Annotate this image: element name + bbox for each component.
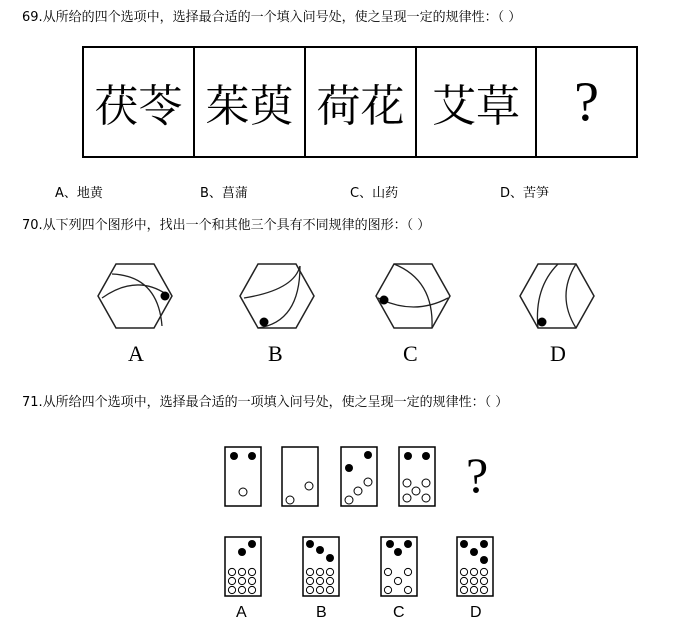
question-70-text: 70.从下列四个图形中，找出一个和其他三个具有不同规律的图形：（ ） (22, 218, 431, 233)
figure-label-b: B (268, 341, 283, 366)
hexagon-figure-c (374, 258, 454, 338)
sequence-cell-1: 茯苓 (84, 48, 195, 156)
option-card-a (224, 536, 264, 598)
option-c: C、山药 (350, 186, 399, 201)
hexagon-figure-d (518, 258, 598, 338)
option-b: B、菖蒲 (200, 186, 248, 201)
sequence-card-1 (224, 446, 264, 508)
option-label-a: A (236, 604, 247, 621)
option-a: A、地黄 (55, 186, 103, 201)
option-label-d: D (470, 604, 482, 621)
sequence-cell-3: 荷花 (306, 48, 417, 156)
sequence-card-4 (398, 446, 438, 508)
hexagon-figure-a (96, 258, 176, 338)
question-mark-cell: ? (574, 71, 599, 133)
option-label-b: B (316, 604, 327, 621)
option-label-c: C (393, 604, 405, 621)
question-71-text: 71.从所给四个选项中，选择最合适的一项填入问号处，使之呈现一定的规律性：（ ） (22, 395, 509, 410)
sequence-question-mark: ? (466, 447, 489, 503)
option-card-c (380, 536, 420, 598)
option-card-d (456, 536, 496, 598)
option-d: D、苦笋 (500, 186, 550, 201)
question-69-sequence (82, 46, 638, 158)
figure-label-c: C (403, 341, 418, 366)
figure-label-d: D (550, 341, 566, 366)
option-card-b (302, 536, 342, 598)
sequence-cell-4: 艾草 (417, 48, 537, 156)
hexagon-figure-b (238, 258, 318, 338)
sequence-cell-2: 茱萸 (195, 48, 306, 156)
question-69-text: 69.从所给的四个选项中，选择最合适的一个填入问号处，使之呈现一定的规律性：（ ） (22, 10, 522, 25)
sequence-card-2 (281, 446, 321, 508)
sequence-card-3 (340, 446, 380, 508)
figure-label-a: A (128, 341, 144, 366)
